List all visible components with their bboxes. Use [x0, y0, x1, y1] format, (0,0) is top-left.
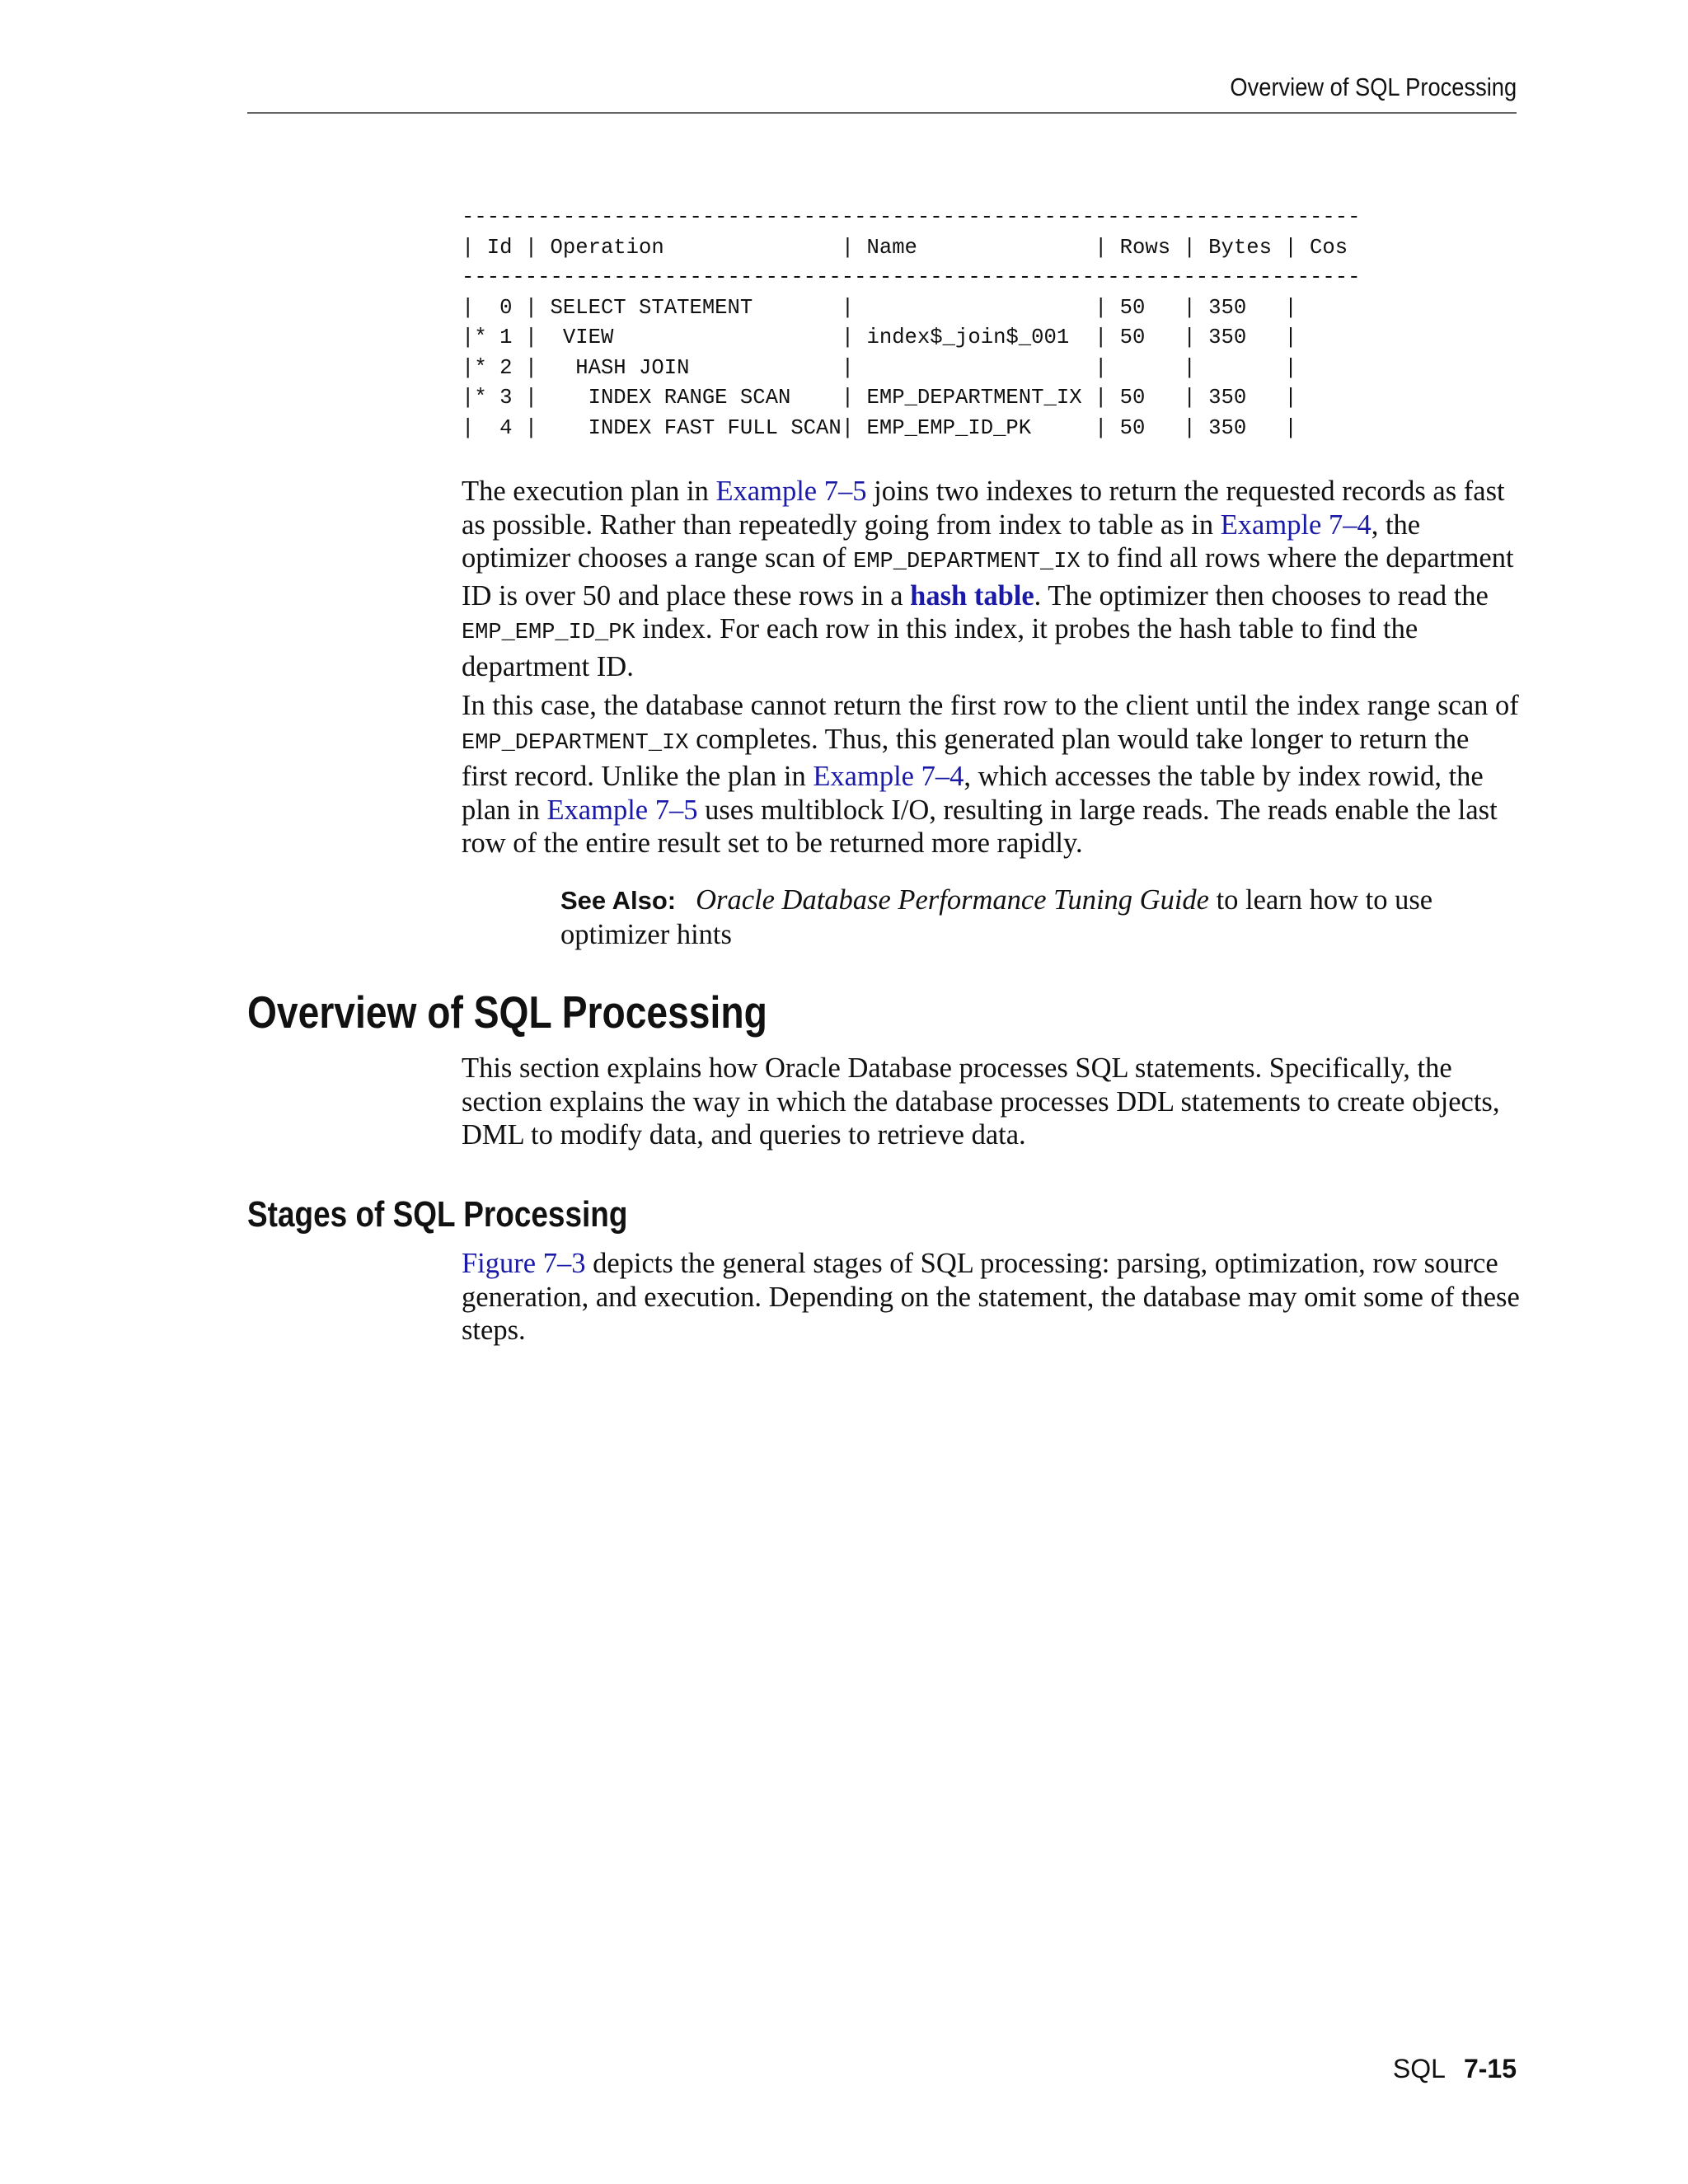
plan-line: | 4 | INDEX FAST FULL SCAN| EMP_EMP_ID_PK | 50 | 350 |: [462, 415, 1297, 440]
plan-line: -----------------------------------------------------------------------: [462, 265, 1361, 289]
plan-line: | Id | Operation | Name | Rows | Bytes | Cos: [462, 235, 1348, 260]
running-header: [247, 73, 1517, 114]
execution-plan-table: [462, 203, 1360, 443]
page-number: 7-15: [1463, 2054, 1517, 2083]
link-example-7-5[interactable]: Example 7–5: [546, 794, 698, 826]
section-heading: Overview of SQL Processing: [247, 987, 767, 1038]
link-example-7-5[interactable]: Example 7–5: [715, 476, 867, 507]
subsection-heading: Stages of SQL Processing: [247, 1194, 628, 1235]
plan-line: |* 1 | VIEW | index$_join$_001 | 50 | 350 |: [462, 326, 1297, 349]
see-also-book-title: Oracle Database Performance Tuning Guide: [696, 884, 1209, 916]
footer-book: SQL: [1392, 2054, 1446, 2083]
code-emp-department-ix: EMP_DEPARTMENT_IX: [853, 550, 1081, 574]
plan-line: |* 2 | HASH JOIN | | | |: [462, 355, 1297, 380]
link-example-7-4[interactable]: Example 7–4: [813, 761, 964, 792]
paragraph-stages: Figure 7–3 depicts the general stages of SQL processing: parsing, optimization, row source generation, and execution. Depending on the statement, the database may omit some of these steps.: [462, 1248, 1520, 1346]
running-title: Overview of SQL Processing: [1230, 73, 1517, 101]
plan-line: |* 3 | INDEX RANGE SCAN | EMP_DEPARTMENT_IX | 50 | 350 |: [462, 386, 1297, 410]
link-example-7-4[interactable]: Example 7–4: [1220, 509, 1372, 541]
glossary-link-hash-table[interactable]: hash table: [910, 579, 1034, 612]
code-emp-department-ix: EMP_DEPARTMENT_IX: [462, 730, 689, 756]
paragraph-execution-plan: The execution plan in Example 7–5 joins two indexes to return the requested records as fast as possible. Rather than repeatedly going from index to table as in Example 7–4, the optimizer chooses a range scan of EMP_DEPARTMENT_IX to find all rows where the department ID is over 50 and place these rows in a hash table. The optimizer then chooses to read the EMP_EMP_ID_PK index. For each row in this index, it probes the hash table to find the department ID.: [462, 476, 1514, 682]
paragraph-first-row: In this case, the database cannot return the first row to the client until the index range scan of EMP_DEPARTMENT_IX completes. Thus, this generated plan would take longer to return the first record. Unlike the plan in Example 7–4, which accesses the table by index rowid, the plan in Example 7–5 uses multiblock I/O, resulting in large reads. The reads enable the last row of the entire result set to be returned more rapidly.: [462, 690, 1519, 859]
plan-line: -----------------------------------------------------------------------: [462, 205, 1361, 229]
link-figure-7-3[interactable]: Figure 7–3: [462, 1248, 586, 1279]
code-emp-emp-id-pk: EMP_EMP_ID_PK: [462, 621, 635, 645]
see-also-label: See Also:: [560, 886, 677, 915]
plan-line: | 0 | SELECT STATEMENT | | 50 | 350 |: [462, 295, 1297, 320]
paragraph-section-intro: This section explains how Oracle Database processes SQL statements. Specifically, the section explains the way in which the database processes DDL statements to create objects, DML to modify data, and queries to retrieve data.: [462, 1052, 1500, 1151]
see-also-note: See Also: Oracle Database Performance Tuning Guide to learn how to use optimizer hints: [560, 884, 1433, 950]
page-footer: [1393, 2054, 1517, 2084]
